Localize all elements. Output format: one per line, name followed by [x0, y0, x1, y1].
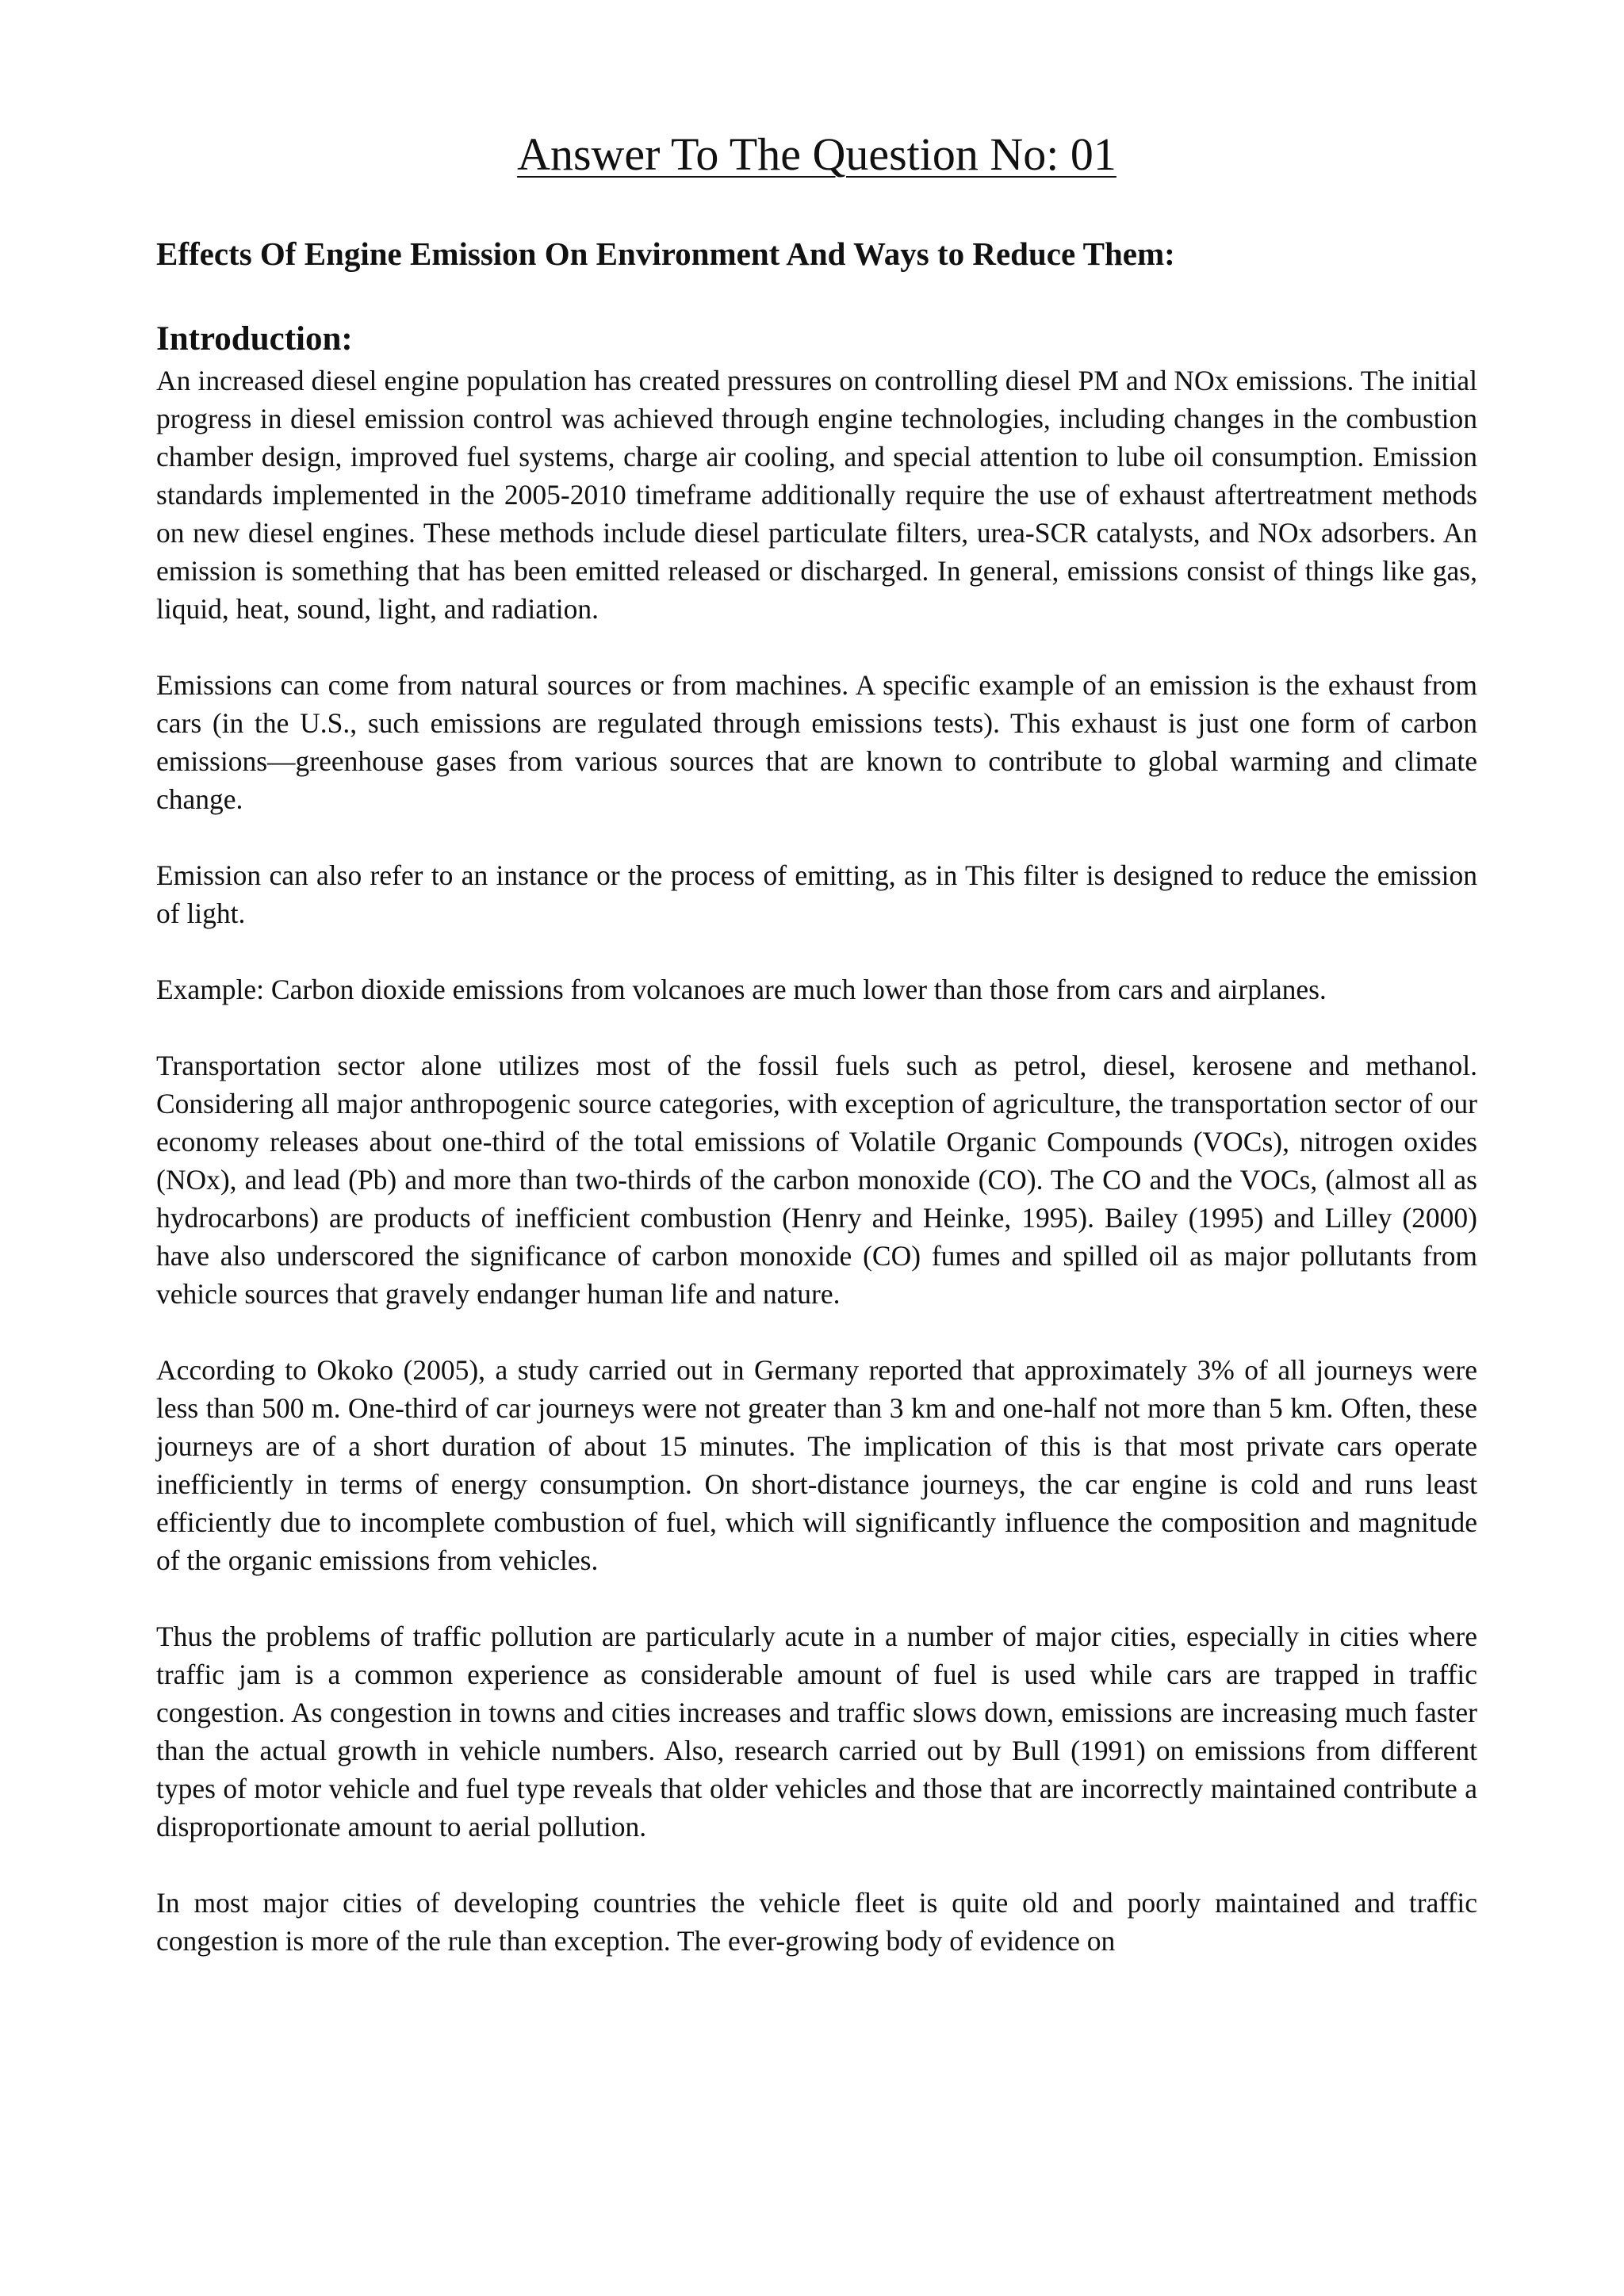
paragraph-4: Example: Carbon dioxide emissions from volcanoes are much lower than those from cars and airplanes. — [156, 974, 1327, 1005]
body-text — [156, 362, 1477, 1998]
paragraph-8: In most major cities of developing countries the vehicle fleet is quite old and poorly maintained and traffic congestion is more of the rule than exception. The ever-growing body of evidence on — [156, 1887, 1477, 1957]
paragraph-3: Emission can also refer to an instance or the process of emitting, as in This filter is designed to reduce the emission of light. — [156, 859, 1477, 929]
introduction-heading: Introduction: — [156, 320, 353, 358]
paragraph-5: Transportation sector alone utilizes most of the fossil fuels such as petrol, diesel, kerosene and methanol. Considering all major anthropogenic source categories, with exception of agriculture, the transportation sector of our economy releases about one-third of the total emissions of Volatile Organic Compounds (VOCs), nitrogen oxides (NOx), and lead (Pb) and more than two-thirds of the carbon monoxide (CO). The CO and the VOCs, (almost all as hydrocarbons) are products of inefficient combustion (Henry and Heinke, 1995). Bailey (1995) and Lilley (2000) have also underscored the significance of carbon monoxide (CO) fumes and spilled oil as major pollutants from vehicle sources that gravely endanger human life and nature. — [156, 1050, 1477, 1310]
paragraph-6: According to Okoko (2005), a study carried out in Germany reported that approximately 3% of all journeys were less than 500 m. One-third of car journeys were not greater than 3 km and one-half not more than 5 km. Often, these journeys are of a short duration of about 15 minutes. The implication of this is that most private cars operate inefficiently in terms of energy consumption. On short-distance journeys, the car engine is cold and runs least efficiently due to incomplete combustion of fuel, which will significantly influence the composition and magnitude of the organic emissions from vehicles. — [156, 1354, 1477, 1576]
document-content — [156, 119, 1477, 1957]
paragraph-1: An increased diesel engine population has created pressures on controlling diesel PM and NOx emissions. The initial progress in diesel emission control was achieved through engine technologies, including changes in the combustion chamber design, improved fuel systems, charge air cooling, and special attention to lube oil consumption. Emission standards implemented in the 2005-2010 timeframe additionally require the use of exhaust aftertreatment methods on new diesel engines. These methods include diesel particulate filters, urea-SCR catalysts, and NOx adsorbers. An emission is something that has been emitted released or discharged. In general, emissions consist of things like gas, liquid, heat, sound, light, and radiation. — [156, 365, 1477, 625]
page-title: Answer To The Question No: 01 — [517, 128, 1116, 180]
paragraph-7: Thus the problems of traffic pollution are particularly acute in a number of major cities, especially in cities where traffic jam is a common experience as considerable amount of fuel is used while cars are trapped in traffic congestion. As congestion in towns and cities increases and traffic slows down, emissions are increasing much faster than the actual growth in vehicle numbers. Also, research carried out by Bull (1991) on emissions from different types of motor vehicle and fuel type reveals that older vehicles and those that are incorrectly maintained contribute a disproportionate amount to aerial pollution. — [156, 1621, 1477, 1843]
section-title: Effects Of Engine Emission On Environment And Ways to Reduce Them: — [156, 235, 1175, 272]
paragraph-2: Emissions can come from natural sources or from machines. A specific example of an emission is the exhaust from cars (in the U.S., such emissions are regulated through emissions tests). This exhaust is just one form of carbon emissions—greenhouse gases from various sources that are known to contribute to global warming and climate change. — [156, 669, 1477, 815]
